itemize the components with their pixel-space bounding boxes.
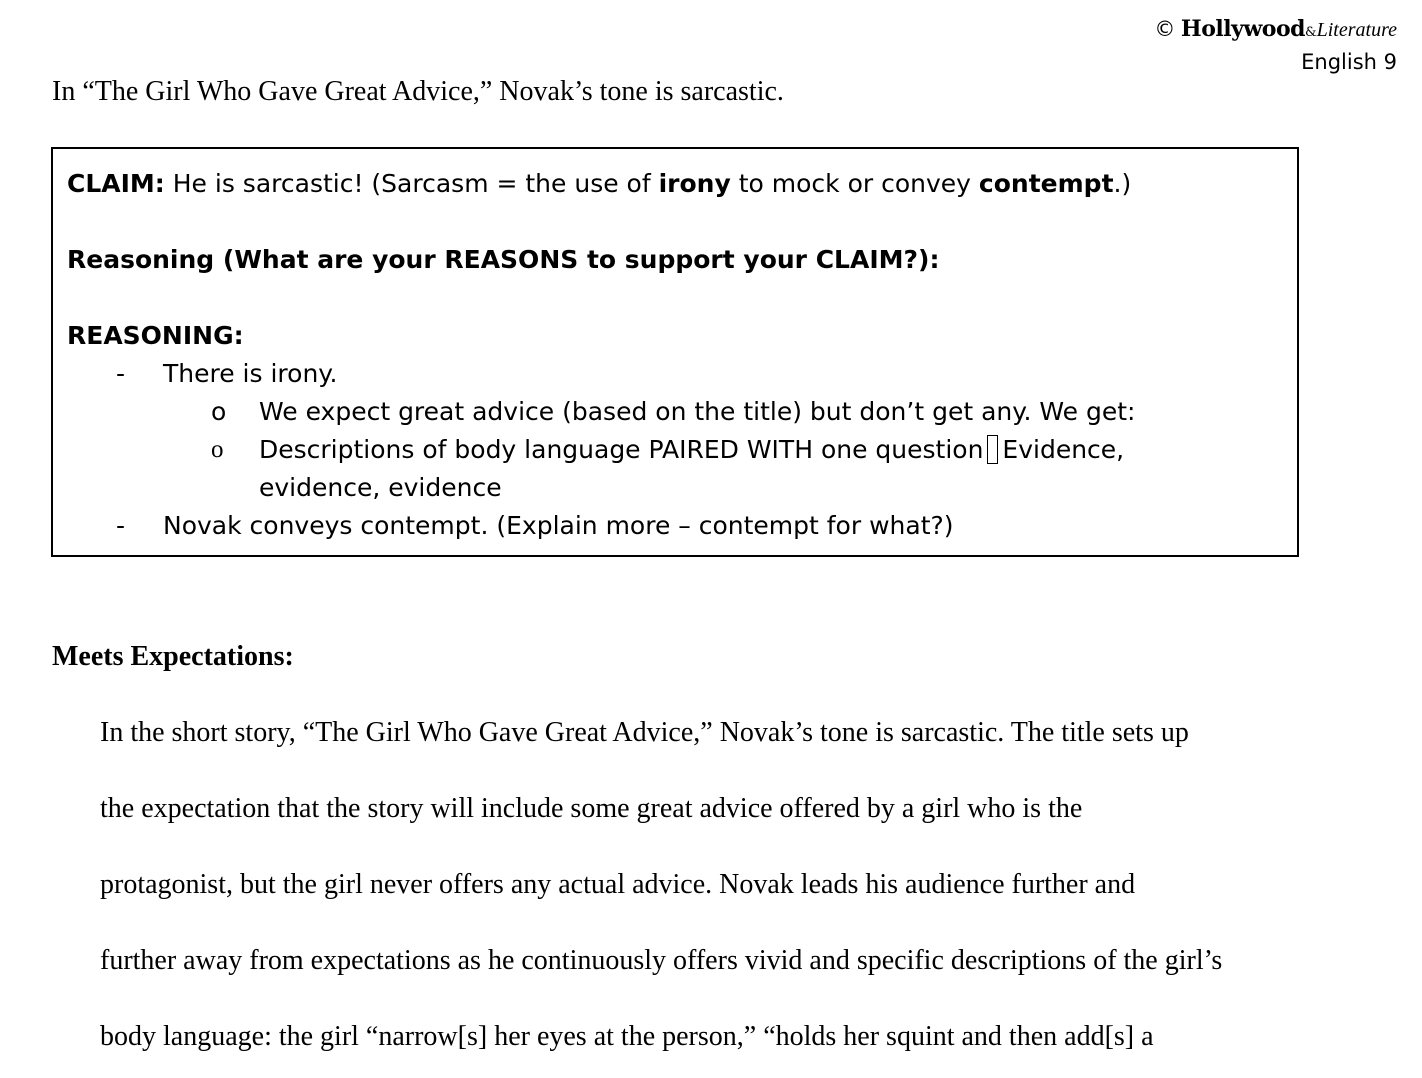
- header-brand: [1154, 14, 1397, 76]
- paragraph-line: In the short story, “The Girl Who Gave Great Advice,” Novak’s tone is sarcastic. The title sets up: [100, 717, 1189, 748]
- brand-literature: Literature: [1316, 19, 1397, 41]
- claim-text-1: He is sarcastic! (Sarcasm = the use of: [164, 169, 659, 198]
- subitem-evidence: Evidence,: [1002, 435, 1125, 464]
- paragraph-line: the expectation that the story will include some great advice offered by a girl who is the: [100, 793, 1083, 824]
- paragraph-line: protagonist, but the girl never offers any actual advice. Novak leads his audience further and: [100, 869, 1136, 900]
- reasoning-subitem-descriptions: [259, 431, 1124, 469]
- claim-label: CLAIM:: [67, 169, 165, 198]
- claim-text-3: .): [1113, 169, 1132, 198]
- paragraph-line: body language: the girl “narrow[s] her eyes at the person,” “holds her squint and then add[s] a: [100, 1021, 1154, 1052]
- claim-line: [67, 165, 1131, 203]
- brand-hollywood: Hollywood: [1180, 16, 1306, 42]
- claim-text-2: to mock or convey: [730, 169, 979, 198]
- brand-logo: [1154, 14, 1397, 48]
- bullet-dash: -: [116, 511, 126, 540]
- bullet-o: o: [211, 436, 224, 463]
- subitem-text: Descriptions of body language PAIRED WITH one question: [259, 435, 984, 464]
- claim-contempt: contempt: [978, 169, 1114, 198]
- reasoning-prompt: Reasoning (What are your REASONS to support your CLAIM?):: [67, 245, 940, 274]
- rubric-heading: Meets Expectations:: [52, 641, 294, 672]
- reasoning-subitem-continuation: evidence, evidence: [259, 473, 502, 502]
- arrow-placeholder-icon: [987, 435, 998, 464]
- reasoning-item-irony: There is irony.: [163, 359, 338, 388]
- brand-ampersand: &: [1305, 25, 1317, 40]
- bullet-o: o: [211, 397, 227, 426]
- intro-statement: In “The Girl Who Gave Great Advice,” Novak’s tone is sarcastic.: [52, 76, 784, 107]
- reasoning-subitem-expectation: We expect great advice (based on the title) but don’t get any. We get:: [259, 397, 1136, 426]
- claim-reasoning-box: [51, 147, 1299, 557]
- reasoning-item-contempt: Novak conveys contempt. (Explain more – contempt for what?): [163, 511, 954, 540]
- copyright-symbol: ©: [1154, 17, 1176, 41]
- claim-irony: irony: [658, 169, 731, 198]
- reasoning-label: REASONING:: [67, 321, 244, 350]
- course-name: English 9: [1301, 50, 1397, 74]
- paragraph-line: further away from expectations as he continuously offers vivid and specific descriptions of the girl’s: [100, 945, 1223, 976]
- bullet-dash: -: [116, 359, 126, 388]
